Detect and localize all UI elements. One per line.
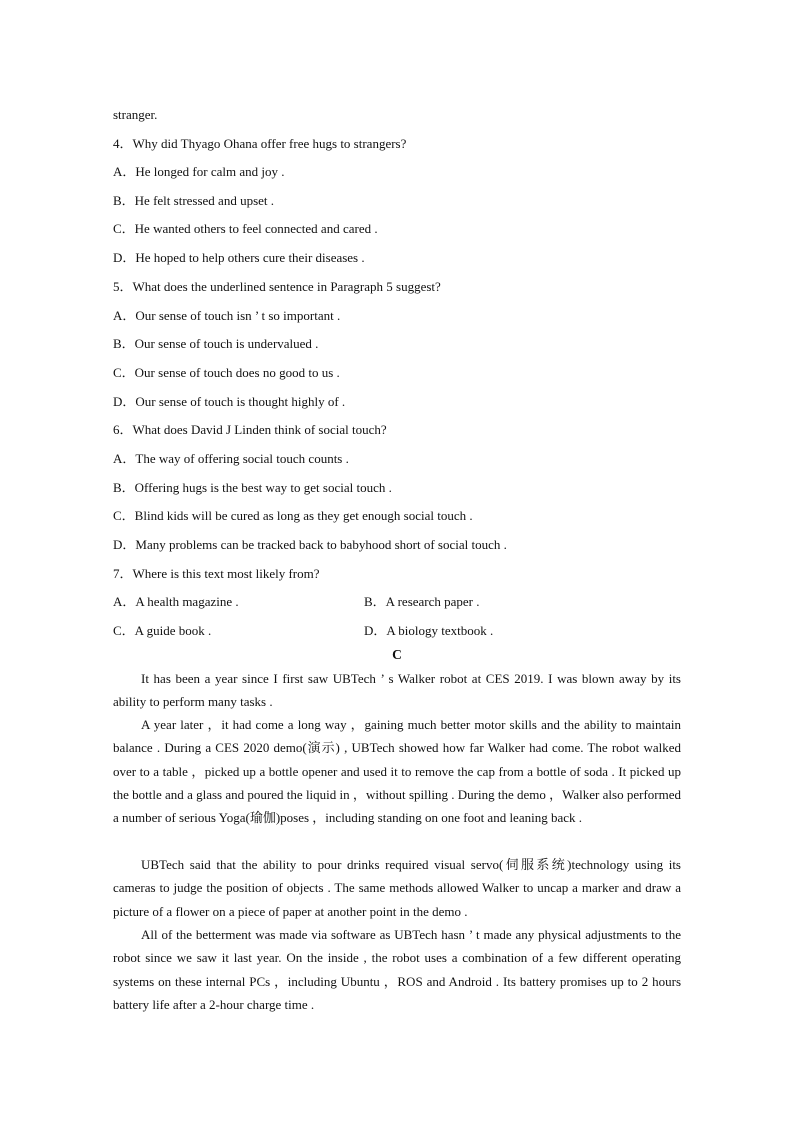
question-4-stem: 4．Why did Thyago Ohana offer free hugs to strangers?	[113, 136, 407, 151]
question-6-option-c: C．Blind kids will be cured as long as they get enough social touch .	[113, 508, 473, 523]
passage-paragraph-2: A year later ，it had come a long way ，gaining much better motor skills and the ability to maintain balance . During a CES 2020 demo(演示) , UBTech showed how far Walker had come. The robot walked over to a table ，picked up a bottle opener and used it to remove the cap from a bottle of soda . It picked up the bottle and a glass and poured the liquid in ，without spilling . During the demo ，Walker also performed a number of serious Yoga(瑜伽)poses ，including standing on one foot and leaning back .	[113, 717, 681, 826]
section-heading: C	[392, 647, 402, 662]
passage-paragraph-3: UBTech said that the ability to pour drinks required visual servo(伺服系统)technology using its cameras to judge the position of objects . The same methods allowed Walker to uncap a marker and draw a picture of a flower on a piece of paper at another point in the demo .	[113, 857, 681, 919]
question-5-option-b: B．Our sense of touch is undervalued .	[113, 336, 319, 351]
question-4-option-a: A．He longed for calm and joy .	[113, 164, 285, 179]
passage-paragraph-4: All of the betterment was made via software as UBTech hasn ’ t made any physical adjustments to the robot since we saw it last year. On the inside , the robot uses a combination of a few different operating systems on these internal PCs ，including Ubuntu ，ROS and Android . Its battery promises up to 2 hours battery life after a 2-hour charge time .	[113, 927, 681, 1012]
question-7-stem: 7．Where is this text most likely from?	[113, 566, 320, 581]
question-5-option-c: C．Our sense of touch does no good to us .	[113, 365, 340, 380]
question-6-option-a: A．The way of offering social touch counts .	[113, 451, 349, 466]
question-4-option-c: C．He wanted others to feel connected and cared .	[113, 221, 378, 236]
question-7-option-a: A．A health magazine .	[113, 594, 239, 609]
passage-paragraph-1: It has been a year since I first saw UBTech ’ s Walker robot at CES 2019. I was blown away by its ability to perform many tasks .	[113, 671, 681, 710]
intro-tail-line: stranger.	[113, 107, 158, 122]
question-6-option-d: D．Many problems can be tracked back to babyhood short of social touch .	[113, 537, 507, 552]
question-5-option-a: A．Our sense of touch isn ’ t so important .	[113, 308, 341, 323]
question-5-option-d: D．Our sense of touch is thought highly of .	[113, 394, 346, 409]
question-7-option-c: C．A guide book .	[113, 623, 212, 638]
question-6-option-b: B．Offering hugs is the best way to get social touch .	[113, 480, 392, 495]
question-5-stem: 5．What does the underlined sentence in Paragraph 5 suggest?	[113, 279, 441, 294]
question-7-option-b: B．A research paper .	[364, 594, 480, 609]
question-7-option-d: D．A biology textbook .	[364, 623, 494, 638]
question-4-option-b: B．He felt stressed and upset .	[113, 193, 275, 208]
question-6-stem: 6．What does David J Linden think of social touch?	[113, 422, 387, 437]
question-4-option-d: D．He hoped to help others cure their diseases .	[113, 250, 365, 265]
